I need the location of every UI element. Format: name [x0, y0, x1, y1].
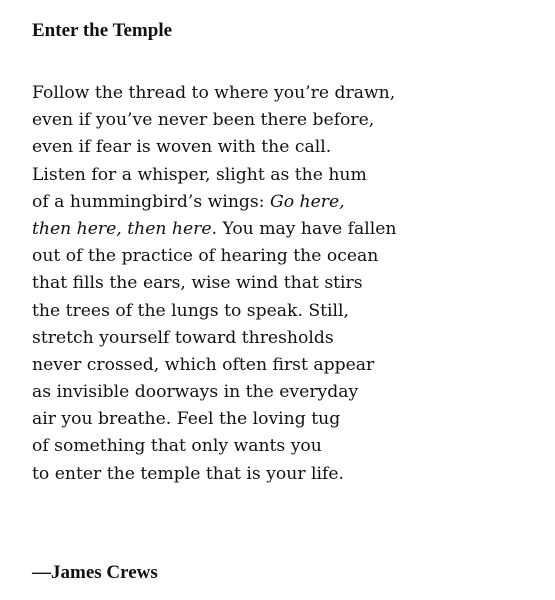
poem-line-text: of a hummingbird’s wings:: [32, 191, 271, 212]
poem-line: the trees of the lungs to speak. Still,: [32, 300, 350, 321]
poem-line: air you breathe. Feel the loving tug: [32, 409, 341, 430]
poem-line: [32, 189, 396, 216]
poem-line: out of the practice of hearing the ocean: [32, 246, 379, 267]
poem-body: [32, 80, 396, 488]
poem-line: stretch yourself toward thresholds: [32, 327, 334, 348]
poem-line: never crossed, which often first appear: [32, 354, 375, 375]
poem-line: to enter the temple that is your life.: [32, 463, 345, 484]
poem-line: Listen for a whisper, slight as the hum: [32, 164, 367, 185]
poem-line: even if you’ve never been there before,: [32, 110, 375, 131]
poem-line: even if fear is woven with the call.: [32, 137, 332, 158]
poem-line: [32, 216, 396, 243]
poem-line: Follow the thread to where you’re drawn,: [32, 83, 396, 103]
poem-line: of something that only wants you: [32, 436, 322, 457]
poem-title: Enter the Temple: [32, 20, 173, 41]
poem-line: that fills the ears, wise wind that stirs: [32, 273, 363, 294]
poem-line-italic-text: then here, then here.: [32, 218, 218, 239]
poem-line-text: You may have fallen: [217, 218, 397, 239]
poem-line: as invisible doorways in the everyday: [32, 382, 359, 403]
poem-line-italic-text: Go here,: [270, 191, 345, 212]
poem-attribution: —James Crews: [32, 562, 158, 583]
